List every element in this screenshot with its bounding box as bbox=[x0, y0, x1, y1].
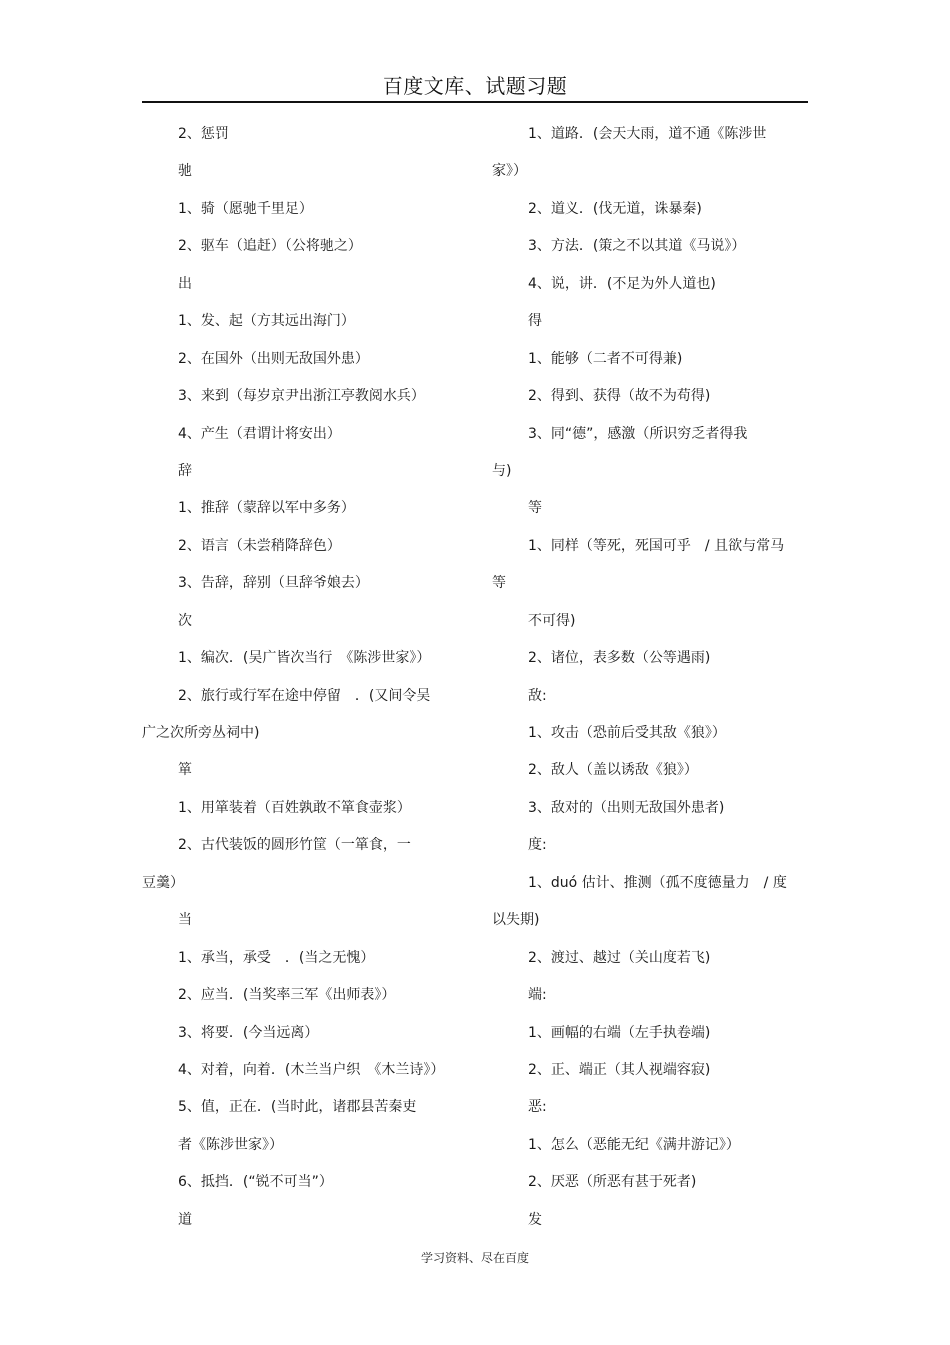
text-line: 2、得到、获得（故不为苟得) bbox=[528, 388, 711, 405]
text-line: 家》） bbox=[492, 163, 527, 180]
text-line: 2、厌恶（所恶有甚于死者) bbox=[528, 1174, 697, 1191]
text-line: 2、古代装饭的圆形竹筐（一箪食，一 bbox=[178, 837, 411, 854]
text-line: 3、来到（每岁京尹出浙江亭教阅水兵） bbox=[178, 388, 425, 405]
text-line: 1、发、起（方其远出海门） bbox=[178, 313, 355, 330]
text-line: 等 bbox=[492, 575, 506, 592]
text-line: 箪 bbox=[178, 762, 192, 779]
text-line: 2、应当．(当奖率三军《出师表》） bbox=[178, 987, 396, 1004]
text-line: 1、怎么（恶能无纪《满井游记》） bbox=[528, 1136, 740, 1153]
text-line: 3、将要．(今当远离） bbox=[178, 1024, 319, 1041]
text-line: 得 bbox=[528, 313, 542, 330]
text-line: 1、同样（等死，死国可乎 / 且欲与常马 bbox=[528, 537, 785, 554]
text-line: 2、道义．(伐无道，诛暴秦) bbox=[528, 200, 702, 217]
left-column bbox=[142, 116, 482, 1239]
text-line: 不可得) bbox=[528, 612, 576, 629]
text-line: 1、用箪装着（百姓孰敢不箪食壶浆） bbox=[178, 799, 411, 816]
text-line: 发 bbox=[528, 1211, 542, 1228]
right-column bbox=[492, 116, 812, 1239]
text-line: 辞 bbox=[178, 462, 192, 479]
text-line: 2、语言（未尝稍降辞色） bbox=[178, 537, 341, 554]
header-divider bbox=[142, 101, 808, 103]
text-line: 与) bbox=[492, 462, 512, 479]
text-line: 3、方法．(策之不以其道《马说》） bbox=[528, 238, 746, 255]
text-line: 度: bbox=[528, 837, 547, 854]
text-line: 6、抵挡．(“锐不可当”） bbox=[178, 1174, 333, 1191]
page-footer: 学习资料、尽在百度 bbox=[420, 1251, 529, 1265]
text-line: 1、攻击（恐前后受其敌《狼》） bbox=[528, 725, 726, 741]
text-line: 2、敌人（盖以诱敌《狼》） bbox=[528, 762, 698, 779]
text-line: 2、在国外（出则无敌国外患） bbox=[178, 350, 369, 367]
text-line: 广之次所旁丛祠中) bbox=[142, 725, 260, 741]
text-line: 敌: bbox=[528, 687, 547, 704]
text-line: 2、惩罚 bbox=[178, 126, 229, 142]
text-line: 次 bbox=[178, 612, 192, 629]
text-line: 恶: bbox=[528, 1099, 547, 1116]
text-line: 端: bbox=[528, 987, 547, 1004]
text-line: 1、骑（愿驰千里足） bbox=[178, 200, 313, 217]
text-line: 驰 bbox=[178, 163, 192, 180]
text-line: 道 bbox=[178, 1211, 192, 1228]
text-line: 4、说，讲．(不足为外人道也) bbox=[528, 275, 716, 292]
text-line: 者《陈涉世家》） bbox=[178, 1136, 283, 1153]
text-line: 1、推辞（蒙辞以军中多务） bbox=[178, 500, 355, 517]
text-line: 3、告辞，辞别（旦辞爷娘去） bbox=[178, 575, 369, 592]
text-line: 2、渡过、越过（关山度若飞) bbox=[528, 949, 711, 966]
text-line: 4、对着，向着．(木兰当户织 《木兰诗》） bbox=[178, 1061, 445, 1078]
text-line: 5、值，正在．(当时此，诸郡县苦秦吏 bbox=[178, 1099, 417, 1116]
text-line: 1、画幅的右端（左手执卷端) bbox=[528, 1024, 711, 1041]
text-line: 1、能够（二者不可得兼) bbox=[528, 350, 683, 367]
text-line: 当 bbox=[178, 912, 192, 929]
text-line: 1、编次．(吴广皆次当行 《陈涉世家》） bbox=[178, 650, 431, 667]
text-line: 1、道路．(会天大雨，道不通《陈涉世 bbox=[528, 126, 767, 142]
page-header-title: 百度文库、试题习题 bbox=[382, 74, 568, 98]
text-line: 1、承当，承受 ．(当之无愧） bbox=[178, 949, 375, 966]
text-line: 豆羹） bbox=[142, 874, 184, 891]
text-line: 出 bbox=[178, 275, 192, 292]
text-line: 1、duó 估计、推测（孤不度德量力 / 度 bbox=[528, 874, 787, 891]
text-line: 2、诸位，表多数（公等遇雨) bbox=[528, 650, 711, 667]
text-line: 等 bbox=[528, 500, 542, 517]
text-line: 3、敌对的（出则无敌国外患者) bbox=[528, 799, 725, 816]
text-line: 3、同“德”，感激（所识穷乏者得我 bbox=[528, 425, 748, 442]
text-line: 2、正、端正（其人视端容寂) bbox=[528, 1061, 711, 1078]
text-line: 以失期) bbox=[492, 912, 540, 929]
text-line: 2、驱车（追赶）（公将驰之） bbox=[178, 238, 362, 255]
text-line: 2、旅行或行军在途中停留 ．(又间令吴 bbox=[178, 687, 431, 704]
text-line: 4、产生（君谓计将安出） bbox=[178, 425, 341, 442]
